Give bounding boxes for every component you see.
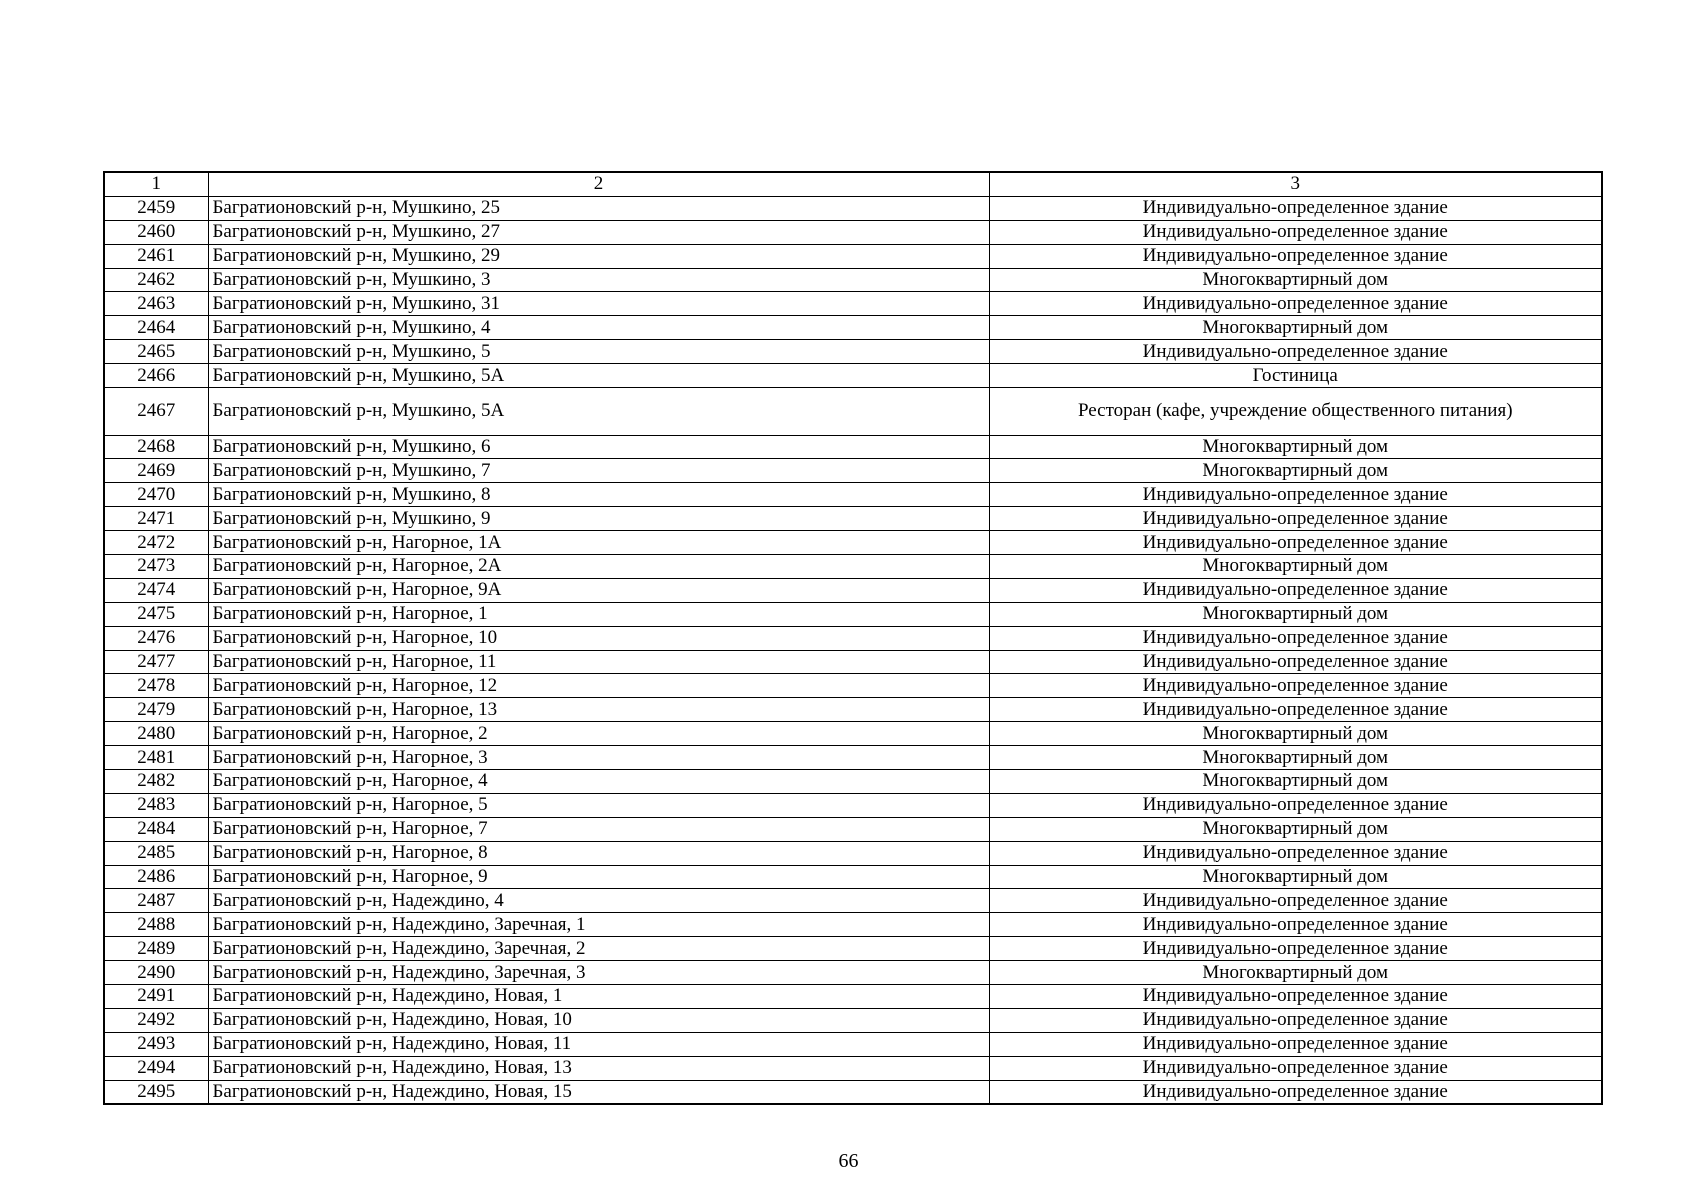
table-row bbox=[104, 196, 1602, 220]
table-row bbox=[104, 650, 1602, 674]
row-number-cell: 2459 bbox=[104, 196, 208, 220]
table-row bbox=[104, 937, 1602, 961]
table-row bbox=[104, 316, 1602, 340]
building-type-cell: Индивидуально-определенное здание bbox=[989, 985, 1602, 1009]
address-cell: Багратионовский р-н, Мушкино, 4 bbox=[208, 316, 989, 340]
page-number: 66 bbox=[838, 1150, 859, 1172]
row-number-cell: 2483 bbox=[104, 793, 208, 817]
address-cell: Багратионовский р-н, Нагорное, 11 bbox=[208, 650, 989, 674]
building-type-cell: Многоквартирный дом bbox=[989, 746, 1602, 770]
address-cell: Багратионовский р-н, Надеждино, Новая, 10 bbox=[208, 1008, 989, 1032]
address-cell: Багратионовский р-н, Нагорное, 9А bbox=[208, 578, 989, 602]
building-type-cell: Индивидуально-определенное здание bbox=[989, 650, 1602, 674]
row-number-cell: 2485 bbox=[104, 841, 208, 865]
column-header-2: 2 bbox=[208, 172, 989, 196]
row-number-cell: 2462 bbox=[104, 268, 208, 292]
table-row bbox=[104, 1080, 1602, 1104]
building-type-cell: Индивидуально-определенное здание bbox=[989, 578, 1602, 602]
table-row bbox=[104, 602, 1602, 626]
building-type-cell: Многоквартирный дом bbox=[989, 769, 1602, 793]
building-type-cell: Многоквартирный дом bbox=[989, 817, 1602, 841]
row-number-cell: 2468 bbox=[104, 435, 208, 459]
row-number-cell: 2486 bbox=[104, 865, 208, 889]
building-type-cell: Индивидуально-определенное здание bbox=[989, 340, 1602, 364]
table-row bbox=[104, 388, 1602, 436]
row-number-cell: 2467 bbox=[104, 388, 208, 436]
building-type-cell: Индивидуально-определенное здание bbox=[989, 1032, 1602, 1056]
table-row bbox=[104, 913, 1602, 937]
row-number-cell: 2469 bbox=[104, 459, 208, 483]
row-number-cell: 2494 bbox=[104, 1056, 208, 1080]
table-row bbox=[104, 435, 1602, 459]
address-cell: Багратионовский р-н, Мушкино, 29 bbox=[208, 244, 989, 268]
address-cell: Багратионовский р-н, Мушкино, 7 bbox=[208, 459, 989, 483]
column-header-3: 3 bbox=[989, 172, 1602, 196]
building-type-cell: Индивидуально-определенное здание bbox=[989, 244, 1602, 268]
building-type-cell: Индивидуально-определенное здание bbox=[989, 674, 1602, 698]
address-cell: Багратионовский р-н, Нагорное, 8 bbox=[208, 841, 989, 865]
building-type-cell: Индивидуально-определенное здание bbox=[989, 483, 1602, 507]
building-type-cell: Многоквартирный дом bbox=[989, 459, 1602, 483]
row-number-cell: 2471 bbox=[104, 507, 208, 531]
building-type-cell: Ресторан (кафе, учреждение общественного питания) bbox=[989, 388, 1602, 436]
building-type-cell: Многоквартирный дом bbox=[989, 961, 1602, 985]
building-type-cell: Индивидуально-определенное здание bbox=[989, 531, 1602, 555]
table-row bbox=[104, 722, 1602, 746]
row-number-cell: 2493 bbox=[104, 1032, 208, 1056]
table-row bbox=[104, 1008, 1602, 1032]
table-row bbox=[104, 626, 1602, 650]
address-cell: Багратионовский р-н, Нагорное, 12 bbox=[208, 674, 989, 698]
address-cell: Багратионовский р-н, Нагорное, 10 bbox=[208, 626, 989, 650]
row-number-cell: 2474 bbox=[104, 578, 208, 602]
building-type-cell: Многоквартирный дом bbox=[989, 602, 1602, 626]
table-row bbox=[104, 244, 1602, 268]
table-row bbox=[104, 985, 1602, 1009]
table-row bbox=[104, 793, 1602, 817]
address-cell: Багратионовский р-н, Надеждино, Заречная, 2 bbox=[208, 937, 989, 961]
row-number-cell: 2472 bbox=[104, 531, 208, 555]
table-row bbox=[104, 554, 1602, 578]
row-number-cell: 2489 bbox=[104, 937, 208, 961]
building-type-cell: Индивидуально-определенное здание bbox=[989, 841, 1602, 865]
table-row bbox=[104, 340, 1602, 364]
building-type-cell: Индивидуально-определенное здание bbox=[989, 889, 1602, 913]
building-type-cell: Индивидуально-определенное здание bbox=[989, 793, 1602, 817]
address-cell: Багратионовский р-н, Мушкино, 25 bbox=[208, 196, 989, 220]
address-cell: Багратионовский р-н, Мушкино, 27 bbox=[208, 220, 989, 244]
row-number-cell: 2495 bbox=[104, 1080, 208, 1104]
address-cell: Багратионовский р-н, Мушкино, 5 bbox=[208, 340, 989, 364]
row-number-cell: 2461 bbox=[104, 244, 208, 268]
row-number-cell: 2475 bbox=[104, 602, 208, 626]
building-type-cell: Индивидуально-определенное здание bbox=[989, 1056, 1602, 1080]
building-type-cell: Многоквартирный дом bbox=[989, 435, 1602, 459]
address-cell: Багратионовский р-н, Нагорное, 7 bbox=[208, 817, 989, 841]
table-row bbox=[104, 841, 1602, 865]
address-cell: Багратионовский р-н, Мушкино, 3 bbox=[208, 268, 989, 292]
table-row bbox=[104, 459, 1602, 483]
building-type-cell: Многоквартирный дом bbox=[989, 554, 1602, 578]
table-row bbox=[104, 698, 1602, 722]
address-cell: Багратионовский р-н, Нагорное, 2 bbox=[208, 722, 989, 746]
row-number-cell: 2470 bbox=[104, 483, 208, 507]
address-cell: Багратионовский р-н, Надеждино, Новая, 1 bbox=[208, 985, 989, 1009]
table-row bbox=[104, 268, 1602, 292]
row-number-cell: 2487 bbox=[104, 889, 208, 913]
table-row bbox=[104, 674, 1602, 698]
address-cell: Багратионовский р-н, Мушкино, 9 bbox=[208, 507, 989, 531]
address-cell: Багратионовский р-н, Мушкино, 6 bbox=[208, 435, 989, 459]
row-number-cell: 2476 bbox=[104, 626, 208, 650]
address-cell: Багратионовский р-н, Надеждино, Новая, 11 bbox=[208, 1032, 989, 1056]
row-number-cell: 2482 bbox=[104, 769, 208, 793]
building-type-cell: Многоквартирный дом bbox=[989, 865, 1602, 889]
table-row bbox=[104, 531, 1602, 555]
table-row bbox=[104, 746, 1602, 770]
address-cell: Багратионовский р-н, Нагорное, 13 bbox=[208, 698, 989, 722]
column-header-1: 1 bbox=[104, 172, 208, 196]
building-type-cell: Индивидуально-определенное здание bbox=[989, 1008, 1602, 1032]
table-row bbox=[104, 865, 1602, 889]
building-type-cell: Индивидуально-определенное здание bbox=[989, 626, 1602, 650]
row-number-cell: 2480 bbox=[104, 722, 208, 746]
table-row bbox=[104, 961, 1602, 985]
row-number-cell: 2484 bbox=[104, 817, 208, 841]
table-row bbox=[104, 220, 1602, 244]
table-row bbox=[104, 1056, 1602, 1080]
table-row bbox=[104, 769, 1602, 793]
address-cell: Багратионовский р-н, Мушкино, 5А bbox=[208, 388, 989, 436]
address-cell: Багратионовский р-н, Надеждино, 4 bbox=[208, 889, 989, 913]
building-type-cell: Индивидуально-определенное здание bbox=[989, 698, 1602, 722]
building-type-cell: Многоквартирный дом bbox=[989, 316, 1602, 340]
row-number-cell: 2478 bbox=[104, 674, 208, 698]
building-type-cell: Многоквартирный дом bbox=[989, 268, 1602, 292]
address-cell: Багратионовский р-н, Нагорное, 5 bbox=[208, 793, 989, 817]
building-type-cell: Индивидуально-определенное здание bbox=[989, 196, 1602, 220]
row-number-cell: 2464 bbox=[104, 316, 208, 340]
address-cell: Багратионовский р-н, Нагорное, 2А bbox=[208, 554, 989, 578]
table-row bbox=[104, 292, 1602, 316]
address-cell: Багратионовский р-н, Мушкино, 31 bbox=[208, 292, 989, 316]
address-cell: Багратионовский р-н, Мушкино, 5А bbox=[208, 364, 989, 388]
data-table bbox=[103, 171, 1603, 1105]
table-row bbox=[104, 817, 1602, 841]
row-number-cell: 2473 bbox=[104, 554, 208, 578]
row-number-cell: 2479 bbox=[104, 698, 208, 722]
address-cell: Багратионовский р-н, Нагорное, 1А bbox=[208, 531, 989, 555]
table-body bbox=[104, 172, 1602, 1104]
building-type-cell: Индивидуально-определенное здание bbox=[989, 937, 1602, 961]
row-number-cell: 2488 bbox=[104, 913, 208, 937]
table-row bbox=[104, 578, 1602, 602]
row-number-cell: 2481 bbox=[104, 746, 208, 770]
row-number-cell: 2463 bbox=[104, 292, 208, 316]
row-number-cell: 2460 bbox=[104, 220, 208, 244]
row-number-cell: 2491 bbox=[104, 985, 208, 1009]
table-row bbox=[104, 483, 1602, 507]
address-cell: Багратионовский р-н, Мушкино, 8 bbox=[208, 483, 989, 507]
row-number-cell: 2466 bbox=[104, 364, 208, 388]
row-number-cell: 2477 bbox=[104, 650, 208, 674]
table-header-row bbox=[104, 172, 1602, 196]
address-cell: Багратионовский р-н, Нагорное, 1 bbox=[208, 602, 989, 626]
row-number-cell: 2465 bbox=[104, 340, 208, 364]
row-number-cell: 2490 bbox=[104, 961, 208, 985]
address-cell: Багратионовский р-н, Надеждино, Заречная, 1 bbox=[208, 913, 989, 937]
table-row bbox=[104, 364, 1602, 388]
address-cell: Багратионовский р-н, Нагорное, 3 bbox=[208, 746, 989, 770]
address-cell: Багратионовский р-н, Надеждино, Новая, 15 bbox=[208, 1080, 989, 1104]
address-cell: Багратионовский р-н, Нагорное, 4 bbox=[208, 769, 989, 793]
building-type-cell: Многоквартирный дом bbox=[989, 722, 1602, 746]
building-type-cell: Гостиница bbox=[989, 364, 1602, 388]
building-type-cell: Индивидуально-определенное здание bbox=[989, 913, 1602, 937]
address-cell: Багратионовский р-н, Надеждино, Новая, 13 bbox=[208, 1056, 989, 1080]
building-type-cell: Индивидуально-определенное здание bbox=[989, 220, 1602, 244]
table-row bbox=[104, 889, 1602, 913]
row-number-cell: 2492 bbox=[104, 1008, 208, 1032]
address-cell: Багратионовский р-н, Надеждино, Заречная, 3 bbox=[208, 961, 989, 985]
table-row bbox=[104, 1032, 1602, 1056]
table-row bbox=[104, 507, 1602, 531]
building-type-cell: Индивидуально-определенное здание bbox=[989, 292, 1602, 316]
building-type-cell: Индивидуально-определенное здание bbox=[989, 1080, 1602, 1104]
address-cell: Багратионовский р-н, Нагорное, 9 bbox=[208, 865, 989, 889]
building-type-cell: Индивидуально-определенное здание bbox=[989, 507, 1602, 531]
